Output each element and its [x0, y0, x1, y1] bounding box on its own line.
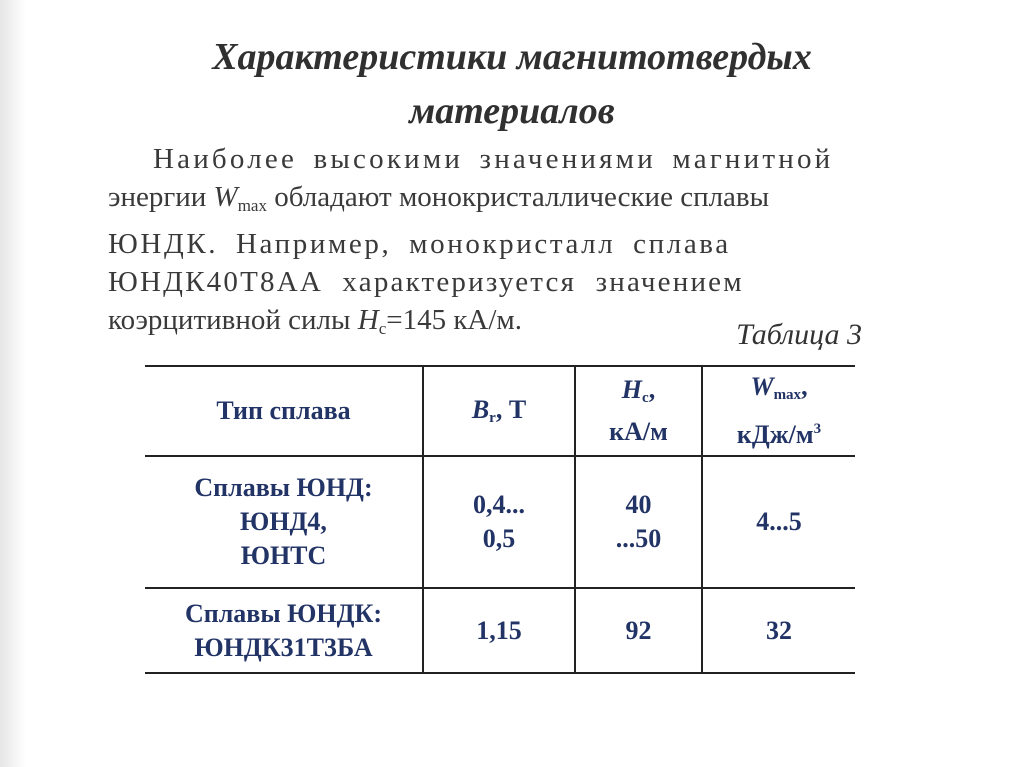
slide-title: [0, 30, 1024, 138]
header-alloy-type: Тип сплава: [216, 396, 351, 425]
header-hc-sub: c: [642, 390, 649, 406]
table-caption: Таблица 3: [736, 318, 862, 351]
cell-alloy-type-line-2: ЮНД4,: [240, 507, 327, 536]
table-header-row: [145, 366, 855, 456]
paragraph-line-2-pre: энергии: [108, 181, 214, 213]
body-paragraph: [108, 140, 906, 348]
header-hc: [575, 366, 702, 456]
title-line-2: материалов: [409, 90, 615, 132]
cell-alloy-type-line-2: ЮНДК31Т3БА: [194, 632, 373, 662]
symbol-h: H: [357, 304, 379, 336]
paragraph-line-2-post: обладают монокристаллические сплавы: [266, 181, 770, 213]
paragraph-line-5-pre: коэрцитивной силы: [108, 304, 358, 336]
header-wmax-symbol-line: [703, 370, 855, 412]
header-hc-unit: кА/м: [609, 417, 668, 446]
header-hc-symbol: H: [621, 375, 643, 404]
header-hc-comma: ,: [648, 375, 656, 404]
paragraph-line-5-post: =145 кА/м.: [386, 304, 523, 336]
cell-br: [423, 456, 575, 588]
header-wmax-unit: кДж/м: [736, 420, 814, 449]
cell-alloy-type: [145, 588, 423, 673]
cell-wmax: 4...5: [702, 456, 855, 588]
paragraph-line-1: Наиболее высокими значениями магнитной: [153, 143, 834, 175]
cell-hc: 92: [575, 588, 702, 673]
header-wmax-unit-line: [703, 412, 855, 452]
header-wmax: [702, 366, 855, 456]
header-br: [423, 366, 575, 456]
cell-br: 1,15: [423, 588, 575, 673]
cell-alloy-type: [145, 456, 423, 588]
title-line-1: Характеристики магнитотвердых: [212, 36, 812, 78]
header-wmax-comma: ,: [801, 372, 808, 401]
cell-wmax: 32: [702, 588, 855, 673]
cell-alloy-type-line-1: Сплавы ЮНДК:: [184, 598, 383, 628]
cell-hc-line-2: ...50: [615, 524, 662, 553]
cell-alloy-type-line-3: ЮНТС: [240, 541, 327, 570]
table-row: [145, 588, 855, 673]
header-hc-symbol-line: [576, 373, 701, 415]
symbol-w-sub: max: [237, 196, 267, 215]
paragraph-line-3: ЮНДК. Например, монокристалл сплава: [108, 228, 731, 260]
cell-hc-line-1: 40: [625, 490, 652, 519]
symbol-w: W: [213, 181, 238, 213]
header-br-sub: r: [489, 410, 496, 426]
symbol-h-sub: c: [378, 319, 387, 338]
paragraph-line-2: [108, 178, 906, 225]
header-wmax-symbol: W: [750, 372, 774, 401]
cell-br-line-1: 0,4...: [473, 490, 525, 519]
header-br-symbol: B: [471, 395, 490, 424]
alloy-properties-table: [145, 365, 855, 674]
header-wmax-sub: max: [773, 387, 802, 403]
header-br-unit: , Т: [495, 395, 527, 424]
header-wmax-exp: 3: [813, 421, 822, 437]
table-row: [145, 456, 855, 588]
paragraph-line-4: ЮНДК40Т8АА характеризуется значением: [108, 266, 744, 298]
cell-br-line-2: 0,5: [482, 524, 516, 553]
cell-alloy-type-line-1: Сплавы ЮНД:: [194, 473, 373, 502]
cell-hc: [575, 456, 702, 588]
